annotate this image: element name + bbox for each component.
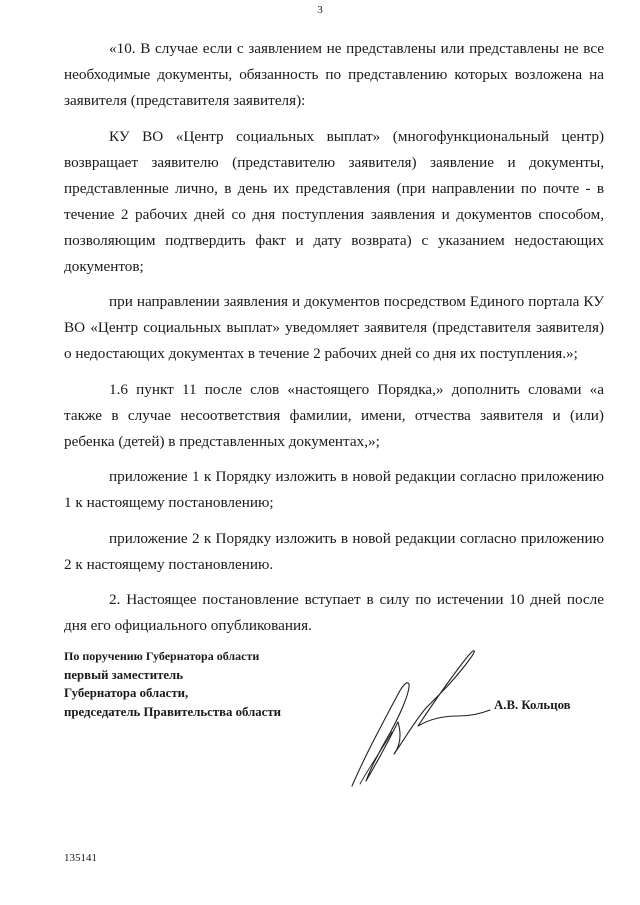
paragraph-item-1-6: 1.6 пункт 11 после слов «настоящего Порядка,» дополнить словами «а также в случае несоответствия фамилии, имени, отчества заявителя и (или) ребенка (детей) в представленных документах,»; xyxy=(64,380,604,450)
paragraph-portal-notification: при направлении заявления и документов посредством Единого портала КУ ВО «Центр социальных выплат» уведомляет заявителя (представителя заявителя) о недостающих документах в течение 2 рабочих дней со дня их поступления.»; xyxy=(64,293,604,362)
signatory-line-1: По поручению Губернатора области xyxy=(64,649,260,663)
paragraph-effective-date: 2. Настоящее постановление вступает в силу по истечении 10 дней после дня его официального опубликования. xyxy=(64,591,604,634)
page-number: 3 xyxy=(317,4,323,16)
signatory-line-2: первый заместитель xyxy=(64,667,183,682)
paragraph-clause-10: «10. В случае если с заявлением не представлены или представлены не все необходимые документы, обязанность по представлению которых возложена на заявителя (представителя заявителя): xyxy=(64,40,604,109)
paragraph-return-documents: КУ ВО «Центр социальных выплат» (многофункциональный центр) возвращает заявителю (представителю заявителя) заявление и документы, представленные лично, в день их представления (при направлении по почте - в течение 2 рабочих дней со дня поступления заявления и документов способом, позволяющим подтвердить факт и дату возврата) с указанием недостающих документов; xyxy=(64,127,604,275)
document-body xyxy=(64,36,604,649)
signatory-line-3: Губернатора области, xyxy=(64,686,189,700)
document-code: 135141 xyxy=(64,852,97,864)
signatory-title-block xyxy=(64,647,281,721)
paragraph-appendix-1: приложение 1 к Порядку изложить в новой редакции согласно приложению 1 к настоящему постановлению; xyxy=(64,468,604,511)
signatory-name: А.В. Кольцов xyxy=(494,698,571,712)
handwritten-signature xyxy=(330,636,500,796)
paragraph-appendix-2: приложение 2 к Порядку изложить в новой редакции согласно приложению 2 к настоящему постановлению. xyxy=(64,529,604,573)
signatory-line-4: председатель Правительства области xyxy=(64,704,282,719)
